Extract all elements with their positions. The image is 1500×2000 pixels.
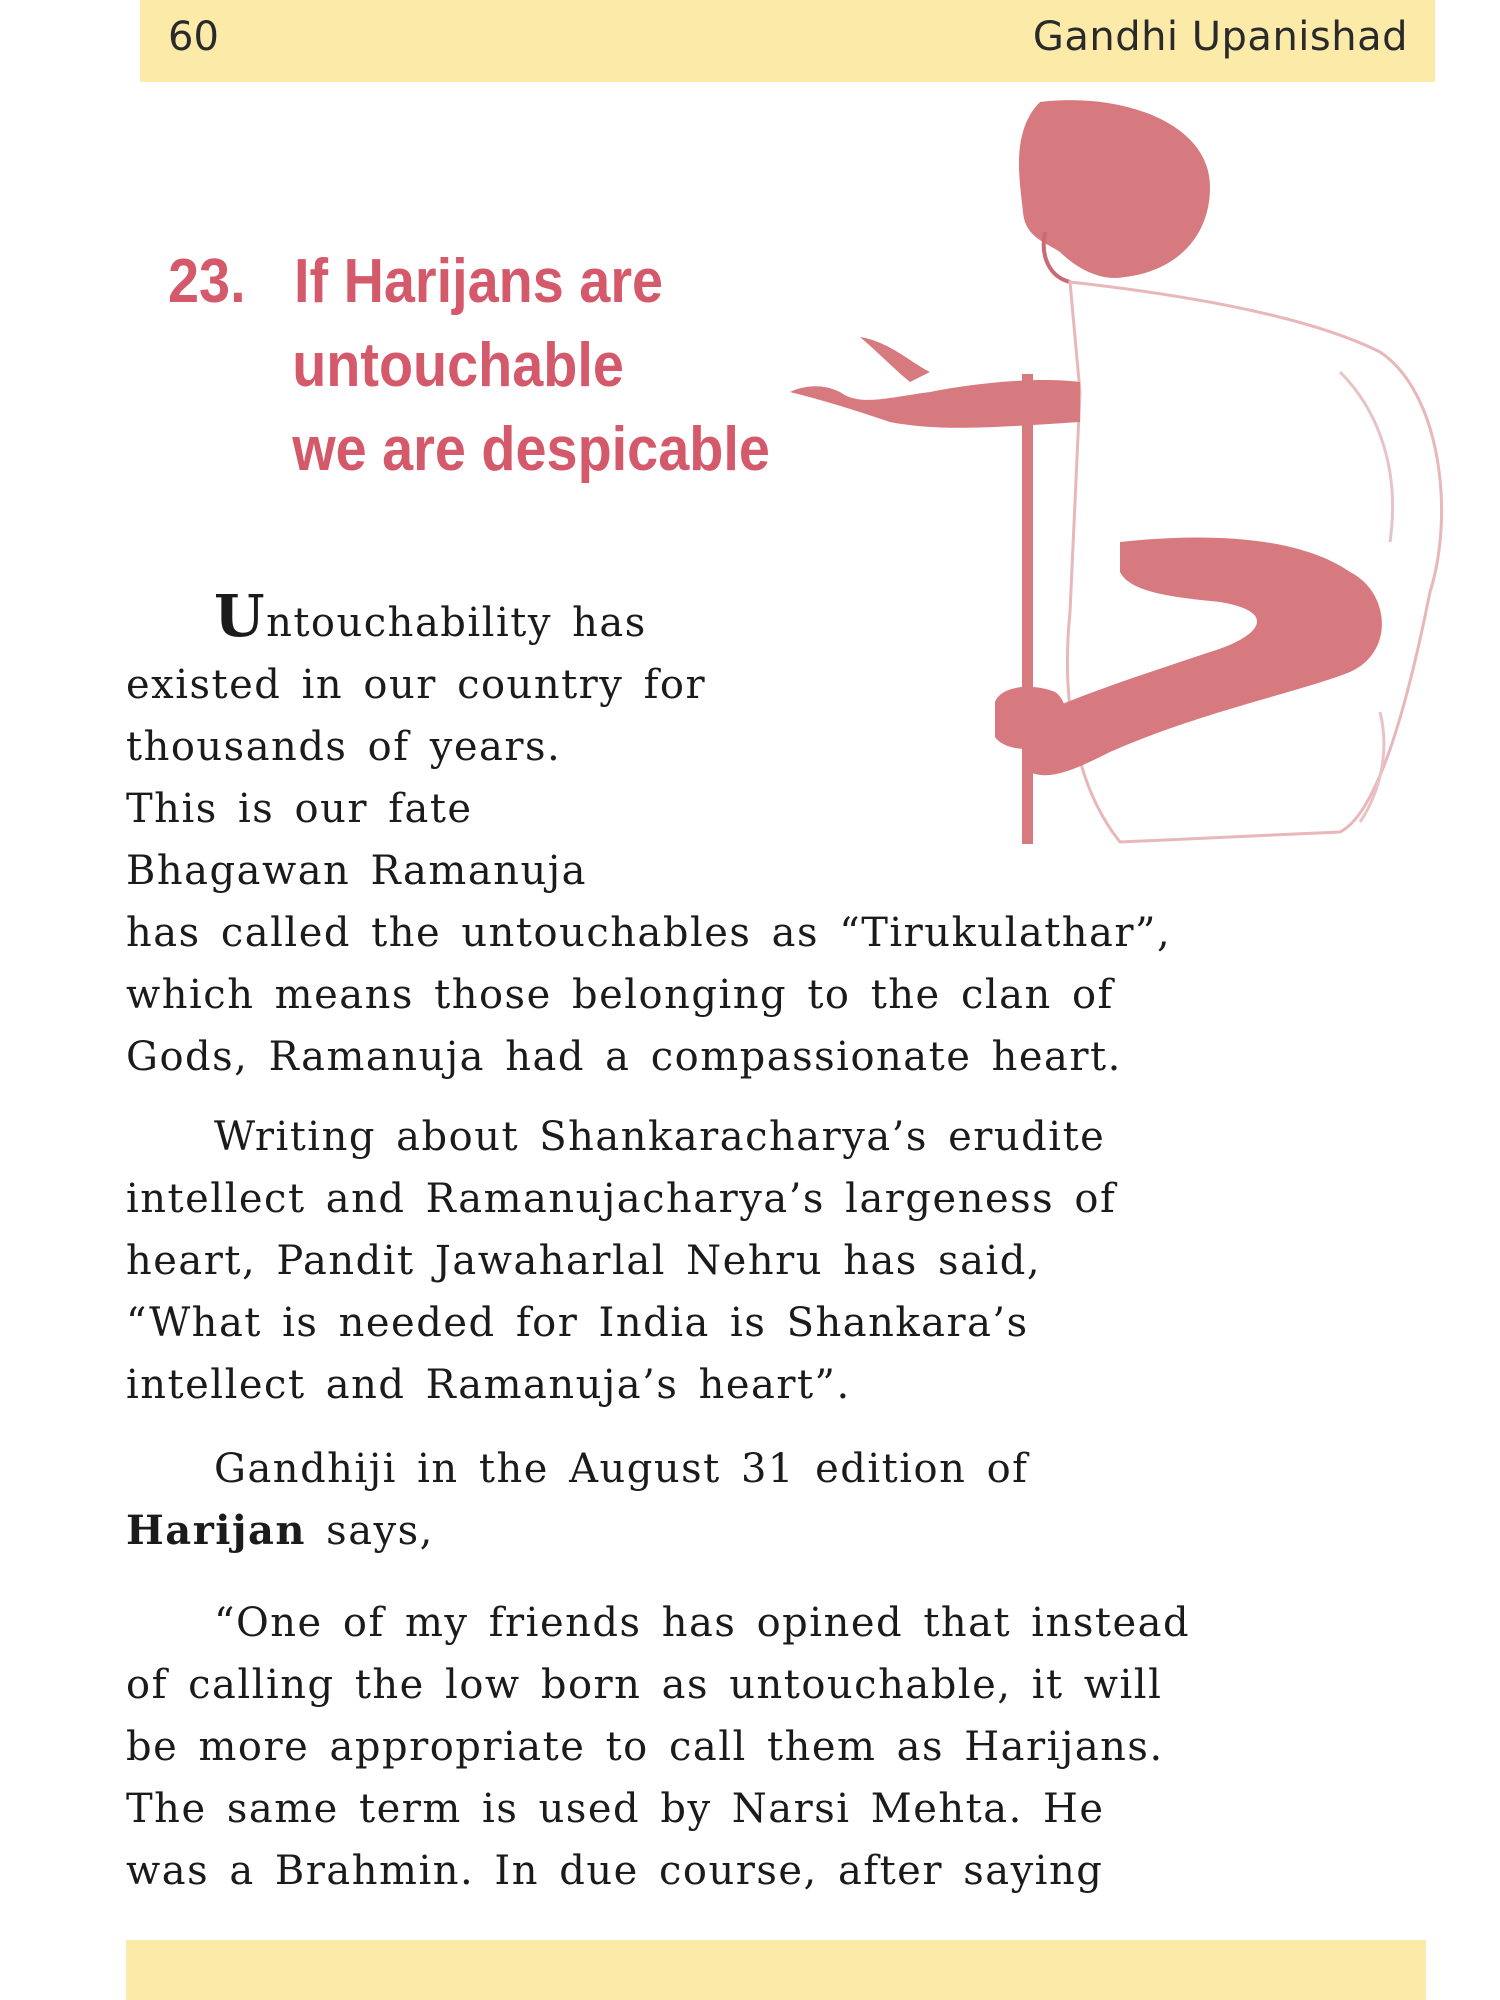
paragraph-line: thousands of years. (126, 724, 562, 770)
running-title: Gandhi Upanishad (1032, 14, 1408, 60)
page-number: 60 (168, 14, 219, 60)
paragraph-line (126, 582, 1416, 654)
paragraph-line: “What is needed for India is Shankara’s (126, 1300, 1029, 1346)
paragraph-line (126, 1500, 1416, 1562)
paragraph-2 (126, 1106, 1416, 1416)
paragraph-line: has called the untouchables as “Tirukulathar”, (126, 910, 1172, 956)
chapter-title (168, 240, 852, 492)
paragraph-line: Bhagawan Ramanuja (126, 848, 587, 894)
chapter-title-line: If Harijans are (294, 247, 664, 316)
paragraph-line: be more appropriate to call them as Harijans. (126, 1724, 1164, 1770)
footer-band (126, 1940, 1426, 2000)
paragraph-line: of calling the low born as untouchable, it will (126, 1662, 1163, 1708)
paragraph-line: Gods, Ramanuja had a compassionate heart. (126, 1034, 1122, 1080)
paragraph-text: says, (305, 1508, 434, 1554)
paragraph-line: existed in our country for (126, 662, 707, 708)
chapter-number: 23. (168, 247, 246, 316)
paragraph-line: This is our fate (126, 786, 473, 832)
paragraph-line: was a Brahmin. In due course, after saying (126, 1848, 1104, 1894)
chapter-title-line: untouchable (292, 331, 624, 400)
paragraph-line: Gandhiji in the August 31 edition of (214, 1446, 1029, 1492)
paragraph-line: Writing about Shankaracharya’s erudite (214, 1114, 1106, 1160)
paragraph-line: heart, Pandit Jawaharlal Nehru has said, (126, 1238, 1042, 1284)
publication-name: Harijan (126, 1507, 306, 1554)
paragraph-line: intellect and Ramanuja’s heart”. (126, 1362, 851, 1408)
paragraph-text: ntouchability has (266, 600, 647, 646)
paragraph-line: “One of my friends has opined that instead (214, 1600, 1191, 1646)
chapter-title-line: we are despicable (292, 415, 770, 484)
paragraph-line: which means those belonging to the clan of (126, 972, 1114, 1018)
paragraph-1 (126, 582, 1416, 1088)
paragraph-line: intellect and Ramanujacharya’s largeness of (126, 1176, 1117, 1222)
drop-cap: U (214, 582, 267, 650)
paragraph-3 (126, 1438, 1416, 1562)
paragraph-4 (126, 1592, 1416, 1902)
paragraph-line: The same term is used by Narsi Mehta. He (126, 1786, 1105, 1832)
